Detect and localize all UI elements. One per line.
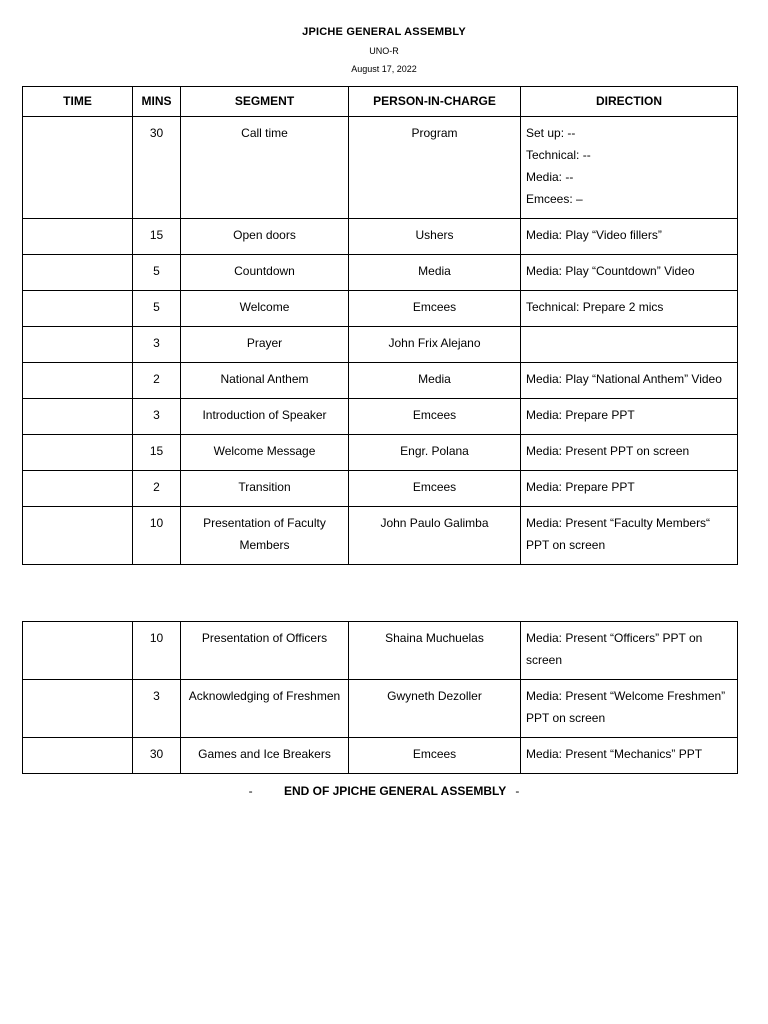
footer-dash-left: - bbox=[248, 784, 253, 798]
time-cell bbox=[23, 622, 133, 680]
table-row bbox=[23, 255, 738, 291]
segment-cell: Countdown bbox=[181, 255, 349, 291]
direction-cell bbox=[521, 680, 738, 738]
direction-cell bbox=[521, 471, 738, 507]
table-row bbox=[23, 363, 738, 399]
person-in-charge-cell: Shaina Muchuelas bbox=[349, 622, 521, 680]
mins-cell: 5 bbox=[133, 255, 181, 291]
person-in-charge-cell: Gwyneth Dezoller bbox=[349, 680, 521, 738]
time-cell bbox=[23, 399, 133, 435]
direction-line: Technical: Prepare 2 mics bbox=[526, 300, 664, 314]
time-cell bbox=[23, 255, 133, 291]
direction-line: Media: Play “Video fillers” bbox=[526, 228, 662, 242]
time-cell bbox=[23, 680, 133, 738]
person-in-charge-cell: Emcees bbox=[349, 291, 521, 327]
mins-cell: 3 bbox=[133, 399, 181, 435]
time-cell bbox=[23, 435, 133, 471]
direction-line: Media: Play “National Anthem” Video bbox=[526, 372, 722, 386]
mins-cell: 3 bbox=[133, 680, 181, 738]
segment-cell: Welcome bbox=[181, 291, 349, 327]
mins-cell: 10 bbox=[133, 507, 181, 565]
segment-cell: Prayer bbox=[181, 327, 349, 363]
direction-line: Media: Present “Officers” PPT on screen bbox=[526, 631, 703, 667]
time-cell bbox=[23, 219, 133, 255]
column-header-direction: DIRECTION bbox=[521, 87, 738, 117]
segment-cell: Presentation of Officers bbox=[181, 622, 349, 680]
direction-line: Media: Present “Welcome Freshmen” PPT on screen bbox=[526, 689, 726, 725]
direction-cell bbox=[521, 219, 738, 255]
time-cell bbox=[23, 738, 133, 774]
person-in-charge-cell: Emcees bbox=[349, 471, 521, 507]
direction-line: Media: Present “Mechanics” PPT bbox=[526, 747, 703, 761]
document-subtitle: UNO-R bbox=[369, 46, 399, 56]
mins-cell: 5 bbox=[133, 291, 181, 327]
direction-cell bbox=[521, 363, 738, 399]
table-row bbox=[23, 327, 738, 363]
person-in-charge-cell: Program bbox=[349, 117, 521, 219]
segment-cell: Presentation of Faculty Members bbox=[181, 507, 349, 565]
person-in-charge-cell: Emcees bbox=[349, 738, 521, 774]
direction-line: Set up: -- bbox=[526, 126, 576, 140]
table-row bbox=[23, 219, 738, 255]
time-cell bbox=[23, 471, 133, 507]
column-header-time: TIME bbox=[23, 87, 133, 117]
direction-cell bbox=[521, 738, 738, 774]
direction-cell bbox=[521, 255, 738, 291]
direction-cell bbox=[521, 507, 738, 565]
table-row bbox=[23, 622, 738, 680]
segment-cell: Welcome Message bbox=[181, 435, 349, 471]
person-in-charge-cell: Media bbox=[349, 255, 521, 291]
table-header-row bbox=[23, 87, 738, 117]
direction-cell bbox=[521, 327, 738, 363]
mins-cell: 2 bbox=[133, 363, 181, 399]
person-in-charge-cell: John Frix Alejano bbox=[349, 327, 521, 363]
document-title: JPICHE GENERAL ASSEMBLY bbox=[302, 26, 466, 38]
table-row bbox=[23, 291, 738, 327]
segment-cell: Transition bbox=[181, 471, 349, 507]
time-cell bbox=[23, 507, 133, 565]
time-cell bbox=[23, 117, 133, 219]
segment-cell: Introduction of Speaker bbox=[181, 399, 349, 435]
person-in-charge-cell: Engr. Polana bbox=[349, 435, 521, 471]
mins-cell: 3 bbox=[133, 327, 181, 363]
time-cell bbox=[23, 363, 133, 399]
person-in-charge-cell: Ushers bbox=[349, 219, 521, 255]
direction-cell bbox=[521, 399, 738, 435]
segment-cell: National Anthem bbox=[181, 363, 349, 399]
direction-line: Emcees: – bbox=[526, 192, 583, 206]
direction-line: Media: Present “Faculty Members“ PPT on screen bbox=[526, 516, 711, 552]
person-in-charge-cell: John Paulo Galimba bbox=[349, 507, 521, 565]
document-date: August 17, 2022 bbox=[351, 64, 417, 74]
segment-cell: Games and Ice Breakers bbox=[181, 738, 349, 774]
direction-cell bbox=[521, 291, 738, 327]
mins-cell: 30 bbox=[133, 738, 181, 774]
direction-cell bbox=[521, 117, 738, 219]
schedule-table bbox=[22, 86, 738, 565]
mins-cell: 10 bbox=[133, 622, 181, 680]
direction-line: Media: Prepare PPT bbox=[526, 408, 635, 422]
direction-line: Media: Present PPT on screen bbox=[526, 444, 690, 458]
footer-dash-right: - bbox=[515, 784, 520, 798]
mins-cell: 15 bbox=[133, 219, 181, 255]
time-cell bbox=[23, 327, 133, 363]
table-row bbox=[23, 680, 738, 738]
table-row bbox=[23, 399, 738, 435]
person-in-charge-cell: Media bbox=[349, 363, 521, 399]
direction-cell bbox=[521, 622, 738, 680]
direction-line: Media: -- bbox=[526, 170, 574, 184]
table-row bbox=[23, 435, 738, 471]
column-header-segment: SEGMENT bbox=[181, 87, 349, 117]
segment-cell: Acknowledging of Freshmen bbox=[181, 680, 349, 738]
table-row bbox=[23, 117, 738, 219]
direction-cell bbox=[521, 435, 738, 471]
column-header-person-in-charge: PERSON-IN-CHARGE bbox=[349, 87, 521, 117]
mins-cell: 2 bbox=[133, 471, 181, 507]
column-header-mins: MINS bbox=[133, 87, 181, 117]
footer-text: END OF JPICHE GENERAL ASSEMBLY bbox=[283, 784, 507, 798]
time-cell bbox=[23, 291, 133, 327]
end-of-program-footer bbox=[0, 784, 768, 798]
segment-cell: Open doors bbox=[181, 219, 349, 255]
direction-line bbox=[526, 332, 732, 354]
schedule-table-continued bbox=[22, 621, 738, 774]
table-row bbox=[23, 471, 738, 507]
mins-cell: 15 bbox=[133, 435, 181, 471]
segment-cell: Call time bbox=[181, 117, 349, 219]
person-in-charge-cell: Emcees bbox=[349, 399, 521, 435]
direction-line: Media: Play “Countdown” Video bbox=[526, 264, 695, 278]
table-row bbox=[23, 507, 738, 565]
direction-line: Technical: -- bbox=[526, 148, 591, 162]
table-row bbox=[23, 738, 738, 774]
mins-cell: 30 bbox=[133, 117, 181, 219]
direction-line: Media: Prepare PPT bbox=[526, 480, 635, 494]
